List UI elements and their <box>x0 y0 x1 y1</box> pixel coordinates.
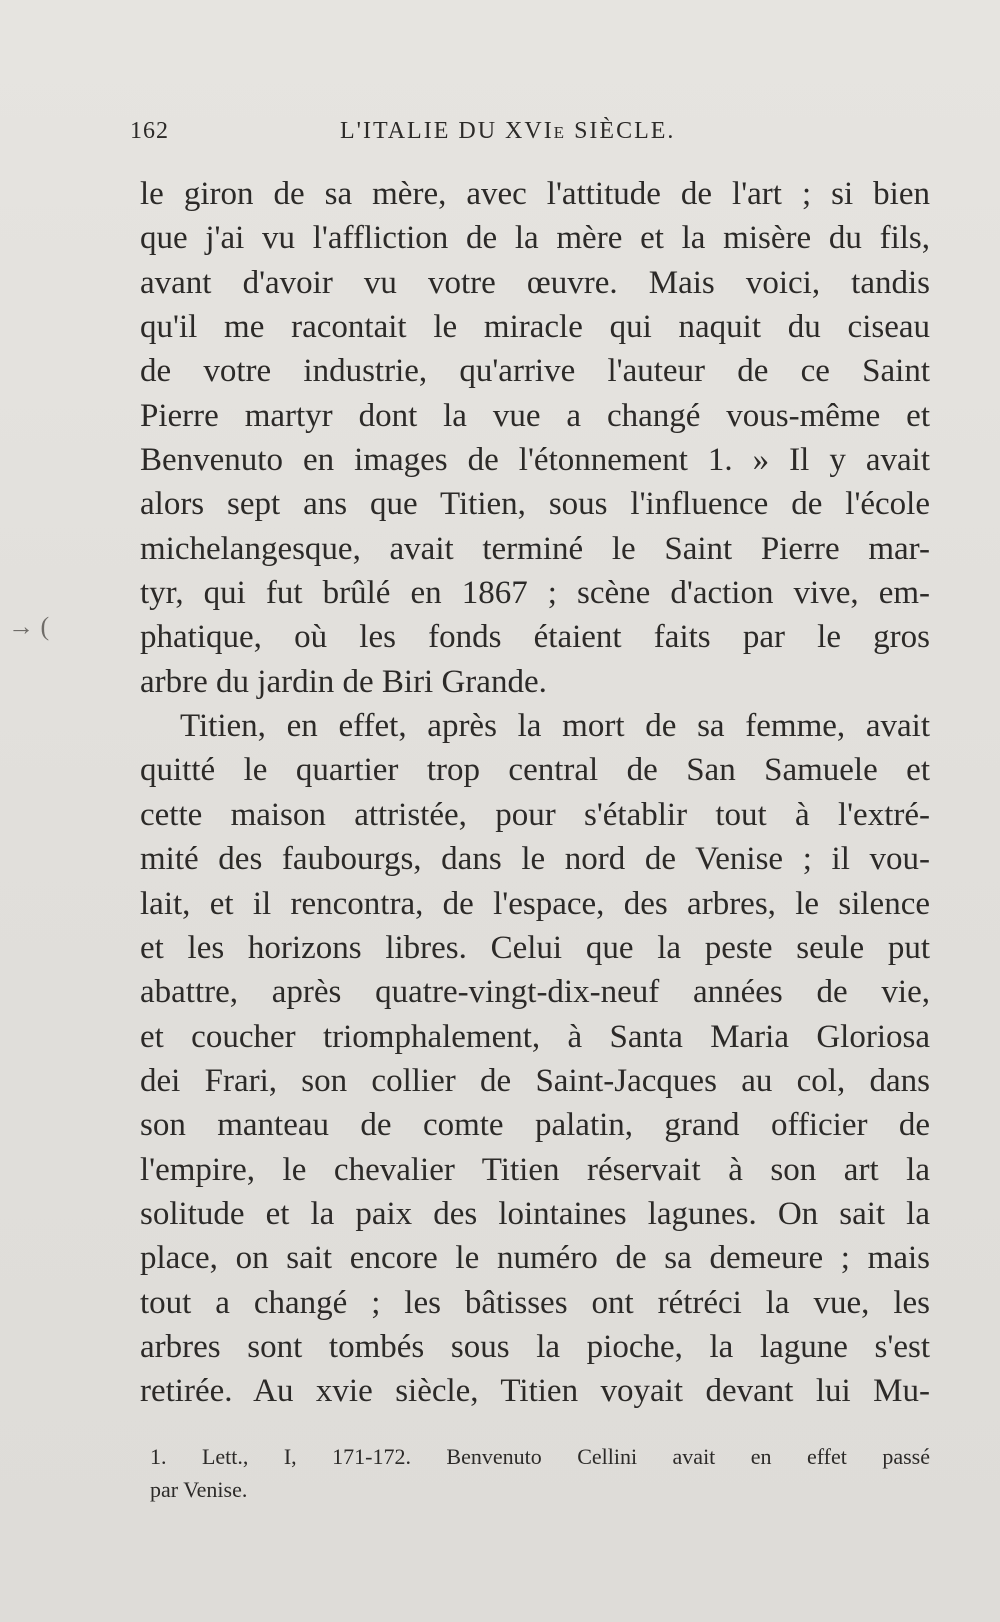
text-line: de votre industrie, qu'arrive l'auteur de ce Saint <box>140 353 930 390</box>
text-line: et les horizons libres. Celui que la peste seule put <box>140 929 930 966</box>
text-line: michelangesque, avait terminé le Saint Pierre mar- <box>140 530 930 567</box>
text-line: Titien, en effet, après la mort de sa femme, avait <box>180 708 930 745</box>
text-line: et coucher triomphalement, à Santa Maria Gloriosa <box>140 1018 930 1055</box>
footnote-line: 1. Lett., I, 171-172. Benvenuto Cellini avait en effet passé <box>150 1444 930 1469</box>
text-line: solitude et la paix des lointaines lagunes. On sait la <box>140 1195 930 1232</box>
page-header <box>130 118 910 158</box>
margin-annotation: → ( <box>8 612 50 641</box>
text-line: tout a changé ; les bâtisses ont rétréci la vue, les <box>140 1284 930 1321</box>
body-text <box>140 172 930 1414</box>
text-line: abattre, après quatre-vingt-dix-neuf années de vie, <box>140 974 930 1011</box>
text-line: retirée. Au xvie siècle, Titien voyait devant lui Mu- <box>140 1373 930 1410</box>
text-line: arbre du jardin de Biri Grande. <box>140 663 547 700</box>
text-line: tyr, qui fut brûlé en 1867 ; scène d'action vive, em- <box>140 575 930 612</box>
text-line: qu'il me racontait le miracle qui naquit du ciseau <box>140 309 930 346</box>
text-line: lait, et il rencontra, de l'espace, des arbres, le silence <box>140 885 930 922</box>
footnote-line: par Venise. <box>150 1477 248 1502</box>
text-line: alors sept ans que Titien, sous l'influence de l'école <box>140 486 930 523</box>
text-line: phatique, où les fonds étaient faits par le gros <box>140 619 930 656</box>
footnote <box>150 1440 930 1506</box>
text-line: cette maison attristée, pour s'établir tout à l'extré- <box>140 796 930 833</box>
text-line: place, on sait encore le numéro de sa demeure ; mais <box>140 1240 930 1277</box>
page-number: 162 <box>130 118 169 144</box>
text-line: Pierre martyr dont la vue a changé vous-même et <box>140 397 930 434</box>
text-line: avant d'avoir vu votre œuvre. Mais voici, tandis <box>140 264 930 301</box>
text-line: quitté le quartier trop central de San Samuele et <box>140 752 930 789</box>
text-line: que j'ai vu l'affliction de la mère et la misère du fils, <box>140 220 930 257</box>
text-line: dei Frari, son collier de Saint-Jacques au col, dans <box>140 1062 930 1099</box>
text-line: le giron de sa mère, avec l'attitude de l'art ; si bien <box>140 176 930 212</box>
text-line: son manteau de comte palatin, grand officier de <box>140 1107 930 1144</box>
text-line: mité des faubourgs, dans le nord de Venise ; il vou- <box>140 841 930 878</box>
running-title: L'ITALIE DU XVIe SIÈCLE. <box>340 118 676 144</box>
text-line: l'empire, le chevalier Titien réservait à son art la <box>140 1151 930 1188</box>
text-line: arbres sont tombés sous la pioche, la lagune s'est <box>140 1328 930 1365</box>
text-line: Benvenuto en images de l'étonnement 1. » Il y avait <box>140 442 930 479</box>
